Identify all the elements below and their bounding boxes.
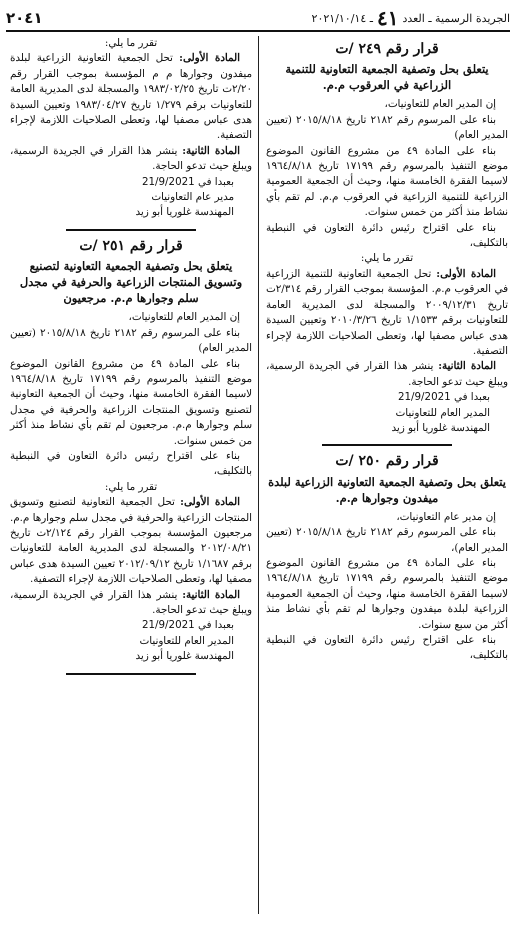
decision-250-article-2	[10, 144, 252, 175]
article-2-label: المادة الثانية:	[182, 144, 240, 157]
decision-249-decides: تقرر ما يلي:	[360, 252, 414, 265]
decision-250-p3: بناء على المادة ٤٩ من مشروع القانون الموضوع موضع التنفيذ بالمرسوم رقم ١٧١٩٩ تاريخ ١٩٦٤/٨/١٨ لاسيما الفقرة الخامسة منها، وحيث أن الجمعية العمومية الزراعية لبلدة ميفدون وجوارها لم تقم بأي نشاط منذ أكثر من سبع سنوات.	[266, 556, 508, 631]
separator	[66, 673, 196, 675]
right-column	[266, 36, 508, 664]
article-1-label: المادة الأولى:	[436, 267, 496, 280]
article-2-text: ينشر هذا القرار في الجريدة الرسمية، ويبلغ حيث تدعو الحاجة.	[10, 588, 252, 616]
decision-249-subject: يتعلق بحل وتصفية الجمعية التعاونية للتنمية الزراعية في العرقوب م.م.	[285, 62, 489, 93]
page-header	[6, 6, 510, 32]
article-1-text: تحل الجمعية التعاونية لتصنيع وتسويق المنتجات الزراعية والحرفية في مجدل سلم وجوارها م.م. مرجعيون المؤسسة بموجب القرار رقم ٢/١٢٤ت تاريخ ٢٠١٢/٠٨/٢١ والمسجلة لدى المديرية العامة للتعاونيات برقم ١/١٦٨٧ تاريخ ٢٠١٢/٠٩/١٢ تعيين السيدة هدى عباس مصفيا لها، وتعطى الصلاحيات اللازمة لإجراء التصفية.	[10, 496, 252, 586]
decision-249-p2: بناء على المرسوم رقم ٢١٨٢ تاريخ ٢٠١٥/٨/١٨ (تعيين المدير العام)	[266, 113, 508, 142]
decision-251-signatory-name: المهندسة غلوريا أبو زيد	[135, 650, 234, 663]
issue-date: ـ ٢٠٢١/١٠/١٤	[311, 11, 373, 25]
decision-250-p1: إن مدير عام التعاونيات،	[396, 510, 496, 523]
decision-250-signatory-title: مدير عام التعاونيات	[151, 191, 234, 204]
issue-number: ٤١	[376, 6, 399, 30]
decision-249	[266, 42, 508, 436]
article-2-label: المادة الثانية:	[182, 588, 240, 601]
decision-250-article-1	[10, 51, 252, 143]
decision-251-signatory-title: المدير العام للتعاونيات	[139, 634, 234, 647]
decision-250	[266, 454, 508, 663]
decision-249-date: بعبدا في 21/9/2021	[397, 391, 490, 404]
decision-251-p4: بناء على اقتراح رئيس دائرة التعاون في النبطية بالتكليف،	[10, 449, 252, 478]
decision-249-number: قرار رقم ٢٤٩ /ت	[335, 41, 439, 57]
left-column	[10, 36, 252, 683]
decision-250-signatory-name: المهندسة غلوريا أبو زيد	[135, 206, 234, 219]
decision-249-p4: بناء على اقتراح رئيس دائرة التعاون في النبطية بالتكليف،	[266, 221, 508, 250]
decision-251-p1: إن المدير العام للتعاونيات،	[128, 311, 240, 324]
page-number: ٢٠٤١	[6, 9, 43, 27]
decision-251	[10, 239, 252, 665]
article-1-text: تحل الجمعية التعاونية الزراعية لبلدة ميفدون وجوارها م م المؤسسة بموجب القرار رقم ٢/٢٠ت تاريخ ١٩٨٣/٠٢/٢٥ والمسجلة لدى المديرية العامة للتعاونيات برقم ١/٢٧٩ تاريخ ١٩٨٣/٠٤/٢٧ وتعيين السيدة هدى عباس مصفيا لها، وتعطى الصلاحيات اللازمة لإجراء التصفية.	[10, 52, 252, 142]
decision-251-date: بعبدا في 21/9/2021	[141, 619, 234, 632]
article-2-text: ينشر هذا القرار في الجريدة الرسمية، ويبلغ حيث تدعو الحاجة.	[10, 144, 252, 173]
decision-249-article-2	[266, 359, 508, 390]
article-1-text: تحل الجمعية التعاونية للتنمية الزراعية في العرقوب م.م. المؤسسة بموجب القرار رقم ٢/٣١٤ت تاريخ ٢٠٠٩/١٢/٣١ والمسجلة لدى المديرية العامة للتعاونيات برقم ١/١٥٣٣ تاريخ ٢٠١٠/٣/٢٦ وتعيين السيدة هدى عباس مصفيا لها، وتعطى الصلاحيات اللازمة لإجراء التصفية.	[266, 267, 508, 357]
article-1-label: المادة الأولى:	[180, 496, 241, 509]
decision-251-decides: تقرر ما يلي:	[104, 480, 158, 493]
header-gazette-info	[312, 6, 510, 30]
column-divider	[258, 36, 259, 914]
decision-250-decides: تقرر ما يلي:	[104, 37, 158, 49]
decision-250-p2: بناء على المرسوم رقم ٢١٨٢ تاريخ ٢٠١٥/٨/١٨ (تعيين المدير العام)،	[266, 526, 508, 554]
decision-249-article-1	[266, 267, 508, 359]
decision-251-article-1	[10, 495, 252, 587]
article-2-label: المادة الثانية:	[438, 360, 496, 373]
decision-249-p3: بناء على المادة ٤٩ من مشروع القانون الموضوع موضع التنفيذ بالمرسوم رقم ١٧١٩٩ تاريخ ١٩٦٤/٨/١٨ لاسيما الفقرة الخامسة منها، وحيث أن الجمعية العمومية الزراعية للتنمية الزراعية في العرقوب م.م. لم تقم بأي نشاط منذ أكثر من خمس سنوات.	[266, 144, 508, 219]
gazette-name: الجريدة الرسمية ـ العدد	[402, 11, 510, 25]
decision-251-subject: يتعلق بحل وتصفية الجمعية التعاونية لتصنيع وتسويق المنتجات الزراعية والحرفية في مجدل سلم وجوارها م.م. مرجعيون	[19, 259, 243, 306]
decision-250-number: قرار رقم ٢٥٠ /ت	[335, 453, 439, 470]
decision-250-date: بعبدا في 21/9/2021	[141, 175, 234, 188]
separator	[322, 444, 452, 446]
article-2-text: ينشر هذا القرار في الجريدة الرسمية، ويبلغ حيث تدعو الحاجة.	[266, 360, 508, 388]
decision-249-p1: إن المدير العام للتعاونيات،	[384, 98, 496, 111]
decision-251-p3: بناء على المادة ٤٩ من مشروع القانون الموضوع موضع التنفيذ بالمرسوم رقم ١٧١٩٩ تاريخ ١٩٦٤/٨/١٨ لاسيما الفقرة الخامسة منها، وحيث أن الجمعية التعاونية لتصنيع وتسويق المنتجات الزراعية والحرفية في مجدل سلم وجوارها م.م. مرجعيون لم تقم بأي نشاط منذ أكثر من خمس سنوات.	[10, 357, 252, 447]
decision-250-continued	[10, 36, 252, 221]
decision-249-signatory-title: المدير العام للتعاونيات	[395, 406, 490, 419]
separator	[66, 229, 196, 231]
decision-249-signatory-name: المهندسة غلوريا أبو زيد	[391, 421, 490, 434]
decision-251-number: قرار رقم ٢٥١ /ت	[79, 237, 183, 254]
decision-251-article-2	[10, 588, 252, 619]
decision-251-p2: بناء على المرسوم رقم ٢١٨٢ تاريخ ٢٠١٥/٨/١٨ (تعيين المدير العام)	[10, 326, 252, 355]
article-1-label: المادة الأولى:	[179, 52, 240, 65]
decision-250-subject: يتعلق بحل وتصفية الجمعية التعاونية الزراعية لبلدة ميفدون وجوارها م.م.	[268, 474, 506, 505]
decision-250-p4: بناء على اقتراح رئيس دائرة التعاون في النبطية بالتكليف،	[266, 634, 508, 662]
